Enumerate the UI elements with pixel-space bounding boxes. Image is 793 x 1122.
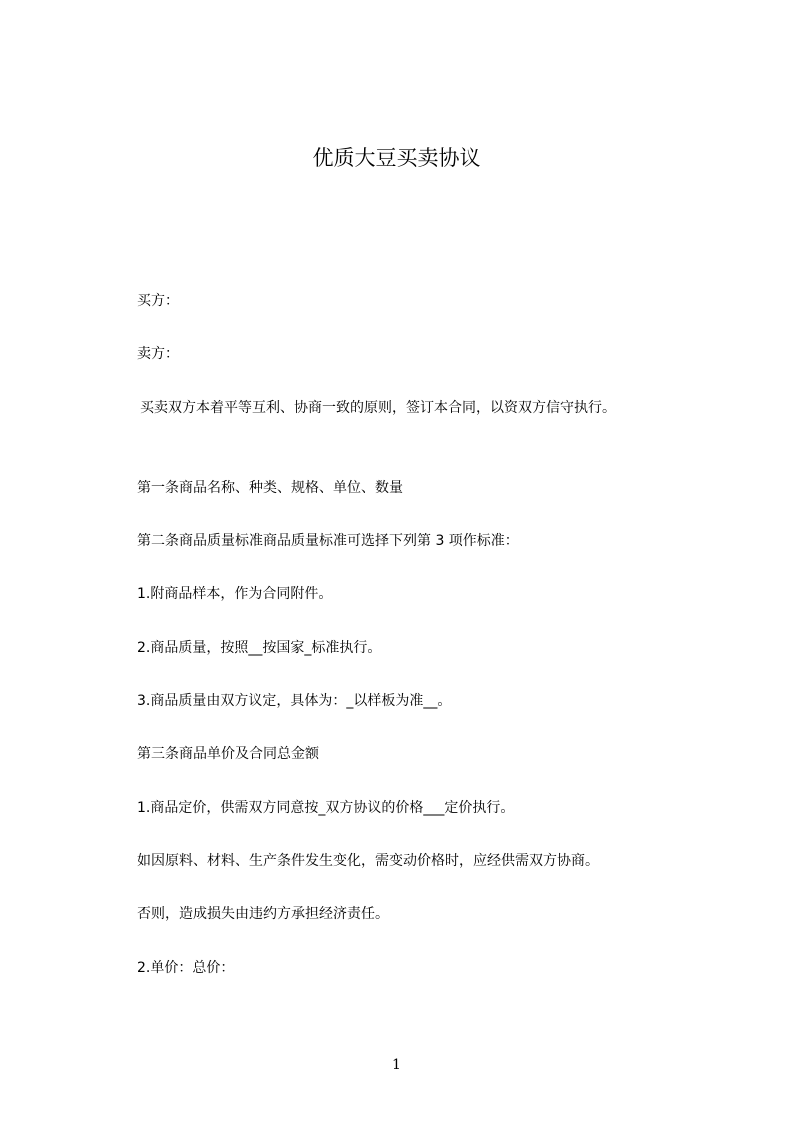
price-change-clause: 如因原料、材料、生产条件发生变化，需变动价格时，应经供需双方协商。 <box>137 853 599 869</box>
liability-clause: 否则，造成损失由违约方承担经济责任。 <box>137 906 389 922</box>
document-title: 优质大豆买卖协议 <box>312 146 481 170</box>
article-2-item-1: 1.附商品样本，作为合同附件。 <box>137 586 333 602</box>
page-number: 1 <box>392 1057 401 1073</box>
article-2-heading: 第二条商品质量标准商品质量标准可选择下列第 3 项作标准： <box>137 533 519 549</box>
article-2-item-2: 2.商品质量，按照__按国家_标准执行。 <box>137 640 382 656</box>
preamble-paragraph: 买卖双方本着平等互利、协商一致的原则，签订本合同，以资双方信守执行。 <box>140 400 616 416</box>
article-1-heading: 第一条商品名称、种类、规格、单位、数量 <box>137 480 403 496</box>
buyer-label: 买方： <box>137 293 179 309</box>
seller-label: 卖方： <box>137 346 179 362</box>
article-3-heading: 第三条商品单价及合同总金额 <box>137 746 319 762</box>
article-2-item-3: 3.商品质量由双方议定，具体为：_以样板为准__。 <box>137 693 452 709</box>
article-3-item-1: 1.商品定价，供需双方同意按_双方协议的价格___定价执行。 <box>137 800 515 816</box>
article-3-item-2: 2.单价：总价： <box>137 960 235 976</box>
